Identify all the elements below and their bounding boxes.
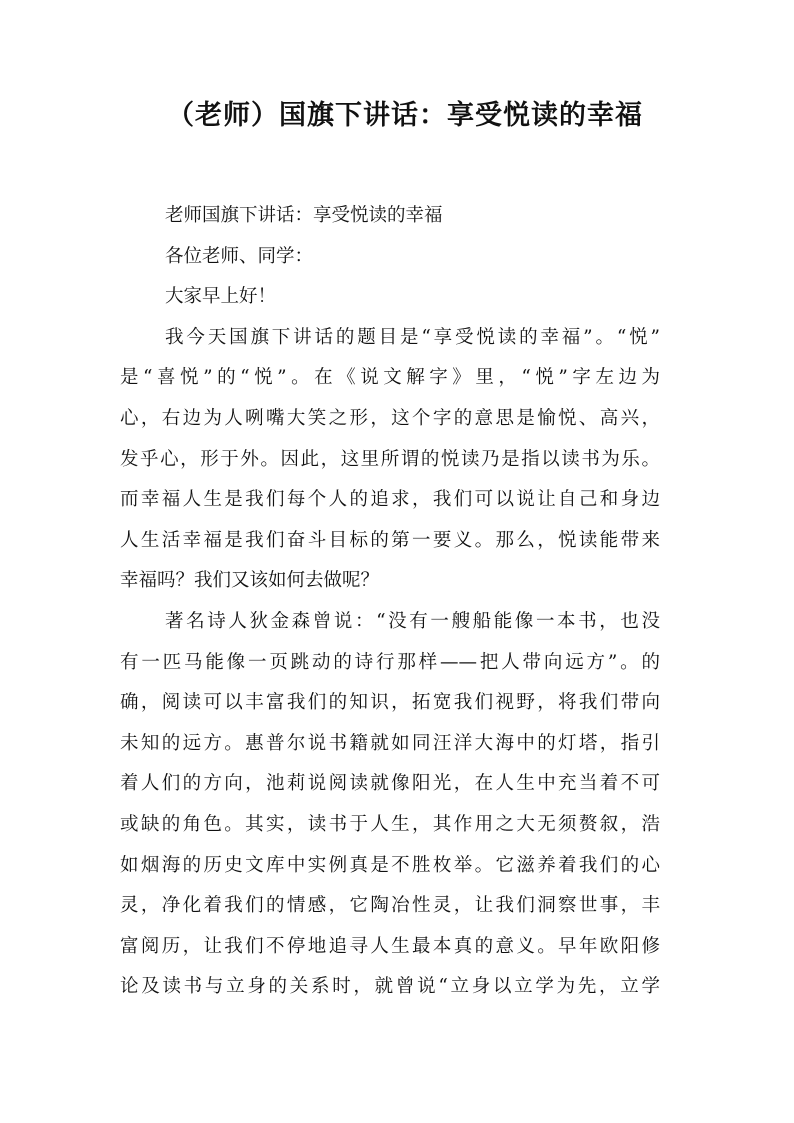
document-line: 是“喜悦”的“悦”。在《说文解字》里，“悦”字左边为 bbox=[120, 367, 660, 389]
document-line: 论及读书与立身的关系时，就曾说“立身以立学为先，立学 bbox=[120, 976, 660, 998]
document-line: 老师国旗下讲话：享受悦读的幸福 bbox=[165, 205, 443, 226]
document-line: 如烟海的历史文库中实例真是不胜枚举。它滋养着我们的心 bbox=[120, 854, 660, 876]
document-line: 发乎心，形于外。因此，这里所谓的悦读乃是指以读书为乐。 bbox=[120, 448, 660, 470]
document-line: 人生活幸福是我们奋斗目标的第一要义。那么，悦读能带来 bbox=[120, 529, 660, 551]
document-body bbox=[120, 196, 660, 1008]
document-line: 确，阅读可以丰富我们的知识，拓宽我们视野，将我们带向 bbox=[120, 692, 660, 714]
document-line: 幸福吗？我们又该如何去做呢？ bbox=[120, 570, 380, 592]
document-line: 大家早上好！ bbox=[165, 286, 277, 308]
document-line: 心，右边为人咧嘴大笑之形，这个字的意思是愉悦、高兴， bbox=[120, 407, 660, 429]
document-line: 各位老师、同学： bbox=[165, 245, 314, 267]
document-line: 着人们的方向，池莉说阅读就像阳光，在人生中充当着不可 bbox=[120, 773, 660, 795]
document-line: 灵，净化着我们的情感，它陶冶性灵，让我们洞察世事，丰 bbox=[120, 895, 660, 917]
document-line: 有一匹马能像一页跳动的诗行那样——把人带向远方”。的 bbox=[120, 651, 660, 673]
document-line: 我今天国旗下讲话的题目是“享受悦读的幸福”。“悦” bbox=[165, 326, 660, 348]
document-line: 未知的远方。惠普尔说书籍就如同汪洋大海中的灯塔，指引 bbox=[120, 732, 660, 754]
document-line: 富阅历，让我们不停地追寻人生最本真的意义。早年欧阳修 bbox=[120, 935, 660, 957]
document-line: 著名诗人狄金森曾说：“没有一艘船能像一本书，也没 bbox=[165, 610, 660, 632]
document-title: （老师）国旗下讲话：享受悦读的幸福 bbox=[167, 100, 643, 131]
document-line: 或缺的角色。其实，读书于人生，其作用之大无须赘叙，浩 bbox=[120, 813, 660, 835]
document-line: 而幸福人生是我们每个人的追求，我们可以说让自己和身边 bbox=[120, 489, 660, 511]
